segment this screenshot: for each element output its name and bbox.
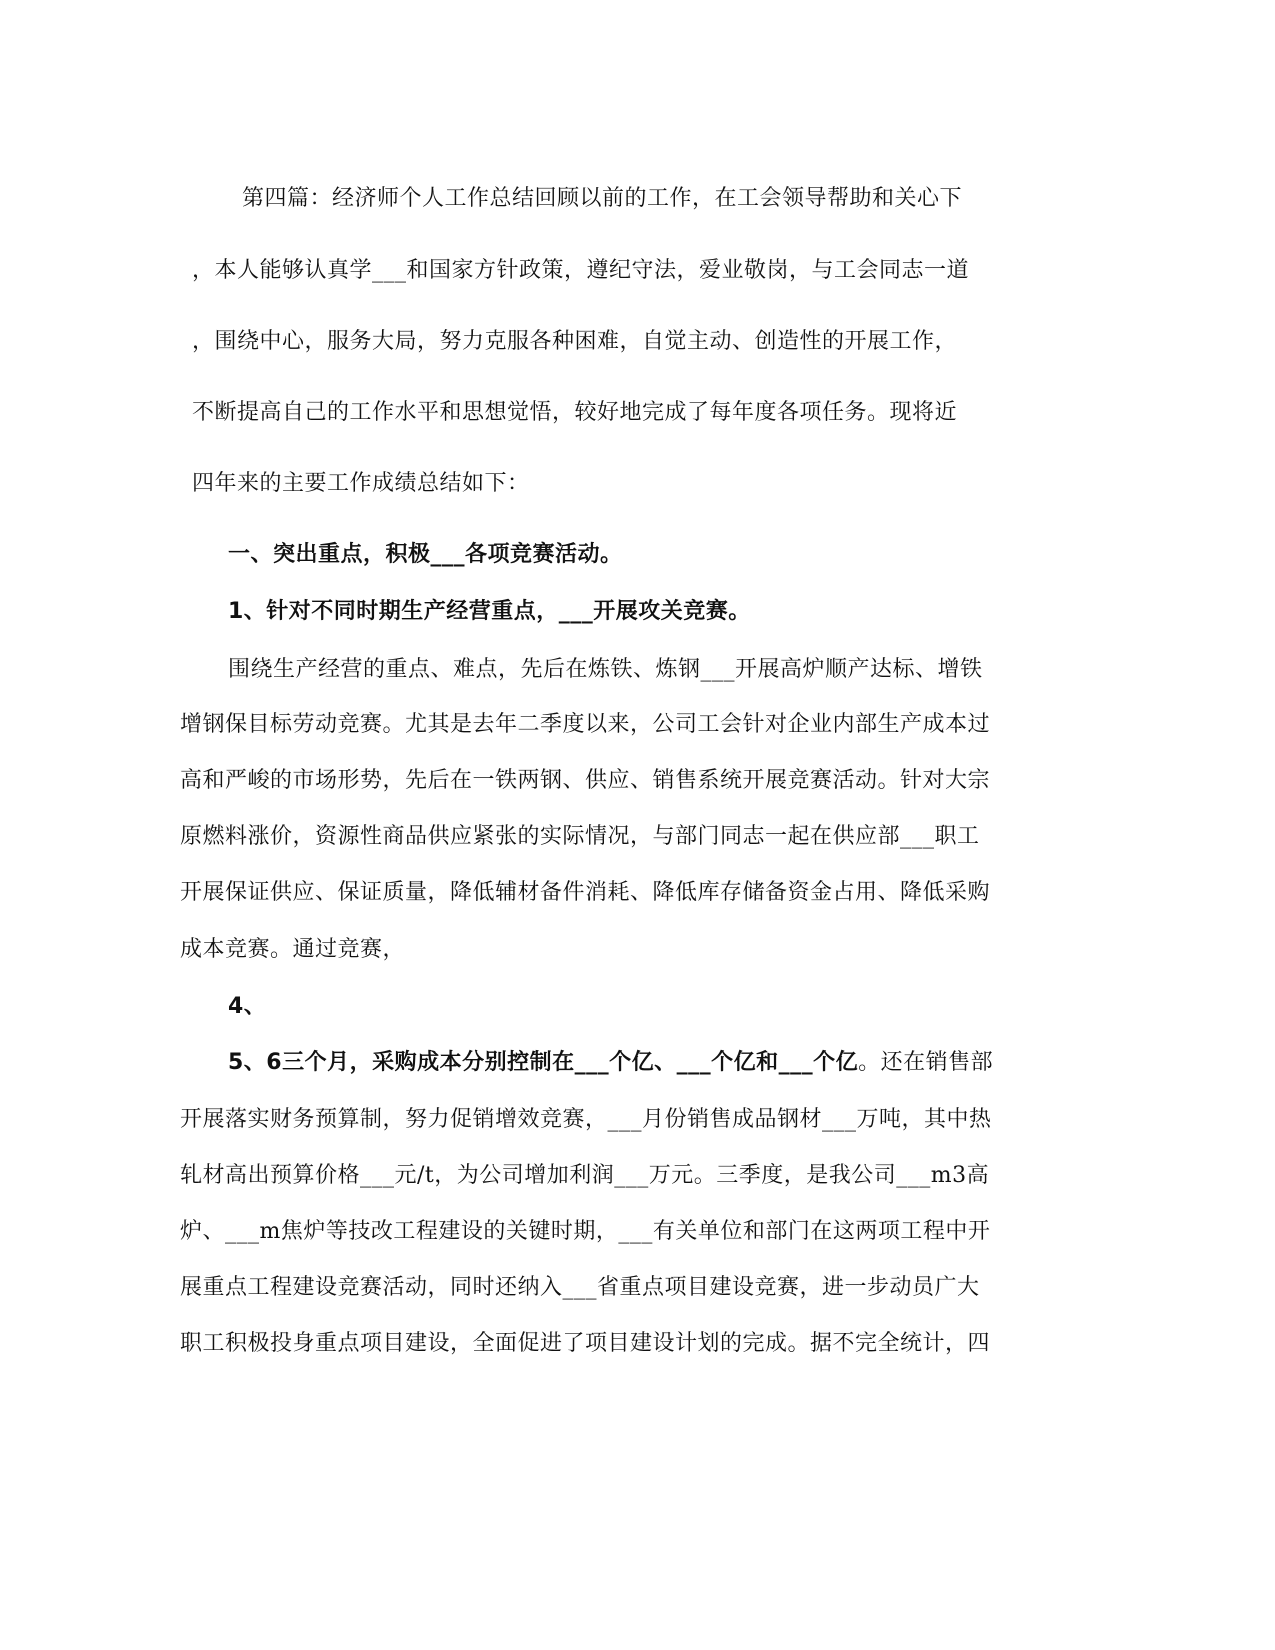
body-line-1: 围绕生产经营的重点、难点，先后在炼铁、炼钢___开展高炉顺产达标、增铁 — [228, 657, 983, 682]
body-line-5: 开展保证供应、保证质量，降低辅材备件消耗、降低库存储备资金占用、降低采购 — [180, 880, 991, 905]
intro-line-2: ，本人能够认真学___和国家方针政策，遵纪守法，爱业敬岗，与工会同志一道 — [192, 258, 970, 283]
body-line-6: 成本竞赛。通过竞赛， — [180, 937, 406, 962]
body-line-4: 原燃料涨价，资源性商品供应紧张的实际情况，与部门同志一起在供应部___职工 — [180, 824, 980, 849]
after-line-3: 炉、___m焦炉等技改工程建设的关键时期，___有关单位和部门在这两项工程中开 — [180, 1219, 991, 1244]
item-5-rest-text: 。还在销售部 — [858, 1050, 994, 1075]
intro-line-4: 不断提高自己的工作水平和思想觉悟，较好地完成了每年度各项任务。现将近 — [192, 400, 958, 425]
body-line-3: 高和严峻的市场形势，先后在一铁两钢、供应、销售系统开展竞赛活动。针对大宗 — [180, 768, 991, 793]
intro-line-1: 第四篇：经济师个人工作总结回顾以前的工作，在工会领导帮助和关心下 — [242, 186, 963, 211]
after-line-1: 开展落实财务预算制，努力促销增效竞赛，___月份销售成品钢材___万吨，其中热 — [180, 1107, 992, 1132]
after-line-4: 展重点工程建设竞赛活动，同时还纳入___省重点项目建设竞赛，进一步动员广大 — [180, 1275, 980, 1300]
item-4-label: 4、 — [228, 994, 267, 1019]
section-subheading: 1、针对不同时期生产经营重点，___开展攻关竞赛。 — [228, 599, 751, 624]
after-line-2: 轧材高出预算价格___元/t，为公司增加利润___万元。三季度，是我公司___m3高 — [180, 1163, 990, 1188]
intro-line-5: 四年来的主要工作成绩总结如下： — [192, 471, 530, 496]
item-5-bold-text: 5、6三个月，采购成本分别控制在___个亿、___个亿和___个亿 — [228, 1050, 859, 1075]
section-heading: 一、突出重点，积极___各项竞赛活动。 — [228, 542, 623, 567]
item-5-line — [228, 1048, 993, 1078]
body-line-2: 增钢保目标劳动竞赛。尤其是去年二季度以来，公司工会针对企业内部生产成本过 — [180, 712, 991, 737]
after-line-5: 职工积极投身重点项目建设，全面促进了项目建设计划的完成。据不完全统计，四 — [180, 1331, 991, 1356]
intro-line-3: ，围绕中心，服务大局，努力克服各种困难，自觉主动、创造性的开展工作， — [192, 329, 958, 354]
